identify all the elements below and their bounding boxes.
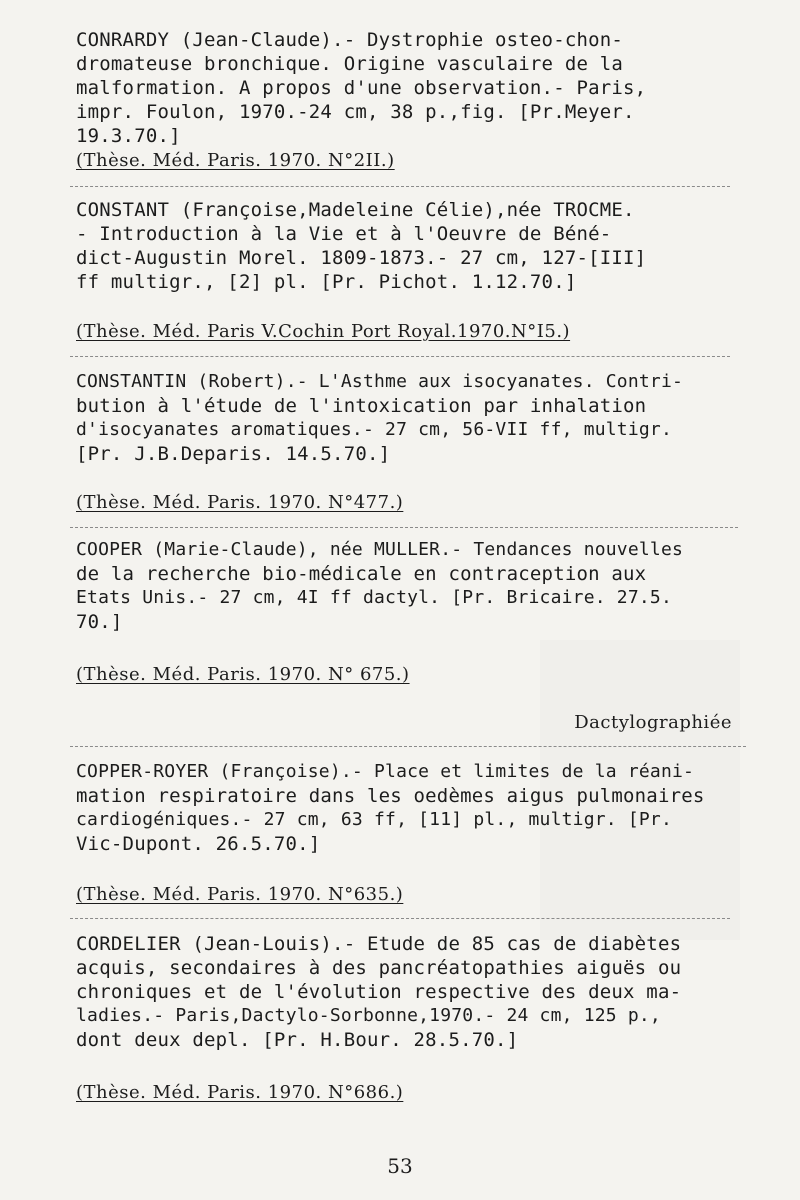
entry-line: CONRARDY (Jean-Claude).- Dystrophie osteo-chon- <box>76 29 624 51</box>
entry-divider <box>70 356 730 357</box>
thesis-reference: (Thèse. Méd. Paris. 1970. N°2II.) <box>76 150 395 171</box>
catalog-entry <box>76 538 776 634</box>
entry-line: 19.3.70.] <box>76 125 181 147</box>
entry-line: dont deux depl. [Pr. H.Bour. 28.5.70.] <box>76 1029 519 1051</box>
entry-line: de la recherche bio-médicale en contraception aux <box>76 563 647 585</box>
entry-divider <box>70 186 730 187</box>
entry-line: impr. Foulon, 1970.-24 cm, 38 p.,fig. [Pr.Meyer. <box>76 101 635 123</box>
entry-line: acquis, secondaires à des pancréatopathies aiguës ou <box>76 957 682 979</box>
catalog-entry <box>76 932 776 1052</box>
entry-divider <box>70 746 746 747</box>
entry-line: bution à l'étude de l'intoxication par inhalation <box>76 395 647 417</box>
entry-line: COOPER (Marie-Claude), née MULLER.- Tendances nouvelles <box>76 539 684 560</box>
entry-line: CONSTANTIN (Robert).- L'Asthme aux isocyanates. Contri- <box>76 371 684 392</box>
entry-line: COPPER-ROYER (Françoise).- Place et limites de la réani- <box>76 761 695 782</box>
entry-line: CORDELIER (Jean-Louis).- Etude de 85 cas de diabètes <box>76 933 682 955</box>
catalog-entry <box>76 370 776 466</box>
thesis-reference: (Thèse. Méd. Paris. 1970. N°477.) <box>76 492 404 513</box>
entry-line: cardiogéniques.- 27 cm, 63 ff, [11] pl., multigr. [Pr. <box>76 809 672 830</box>
entry-line: d'isocyanates aromatiques.- 27 cm, 56-VII ff, multigr. <box>76 419 672 440</box>
entry-line: CONSTANT (Françoise,Madeleine Célie),née TROCME. <box>76 199 635 221</box>
entry-divider <box>70 527 738 528</box>
thesis-reference: (Thèse. Méd. Paris. 1970. N°635.) <box>76 884 404 905</box>
catalog-entry <box>76 760 776 856</box>
entry-line: malformation. A propos d'une observation.- Paris, <box>76 77 647 99</box>
entry-line: 70.] <box>76 611 123 633</box>
entry-line: Etats Unis.- 27 cm, 4I ff dactyl. [Pr. Bricaire. 27.5. <box>76 587 672 608</box>
entry-line: ladies.- Paris,Dactylo-Sorbonne,1970.- 24 cm, 125 p., <box>76 1005 661 1026</box>
format-note: Dactylographiée <box>574 712 732 733</box>
thesis-reference: (Thèse. Méd. Paris V.Cochin Port Royal.1970.N°I5.) <box>76 321 571 342</box>
catalog-entry <box>76 198 776 294</box>
thesis-reference: (Thèse. Méd. Paris. 1970. N° 675.) <box>76 664 410 685</box>
page-number: 53 <box>387 1154 413 1178</box>
entry-line: - Introduction à la Vie et à l'Oeuvre de Béné- <box>76 223 612 245</box>
entry-line: chroniques et de l'évolution respective des deux ma- <box>76 981 682 1003</box>
entry-line: ff multigr., [2] pl. [Pr. Pichot. 1.12.70.] <box>76 271 577 293</box>
entry-line: [Pr. J.B.Deparis. 14.5.70.] <box>76 443 391 465</box>
entry-line: Vic-Dupont. 26.5.70.] <box>76 833 321 855</box>
entry-line: mation respiratoire dans les oedèmes aigus pulmonaires <box>76 785 705 807</box>
entry-line: dict-Augustin Morel. 1809-1873.- 27 cm, 127-[III] <box>76 247 647 269</box>
catalog-entry <box>76 28 776 148</box>
thesis-reference: (Thèse. Méd. Paris. 1970. N°686.) <box>76 1082 404 1103</box>
entry-divider <box>70 918 730 919</box>
entry-line: dromateuse bronchique. Origine vasculaire de la <box>76 53 624 75</box>
